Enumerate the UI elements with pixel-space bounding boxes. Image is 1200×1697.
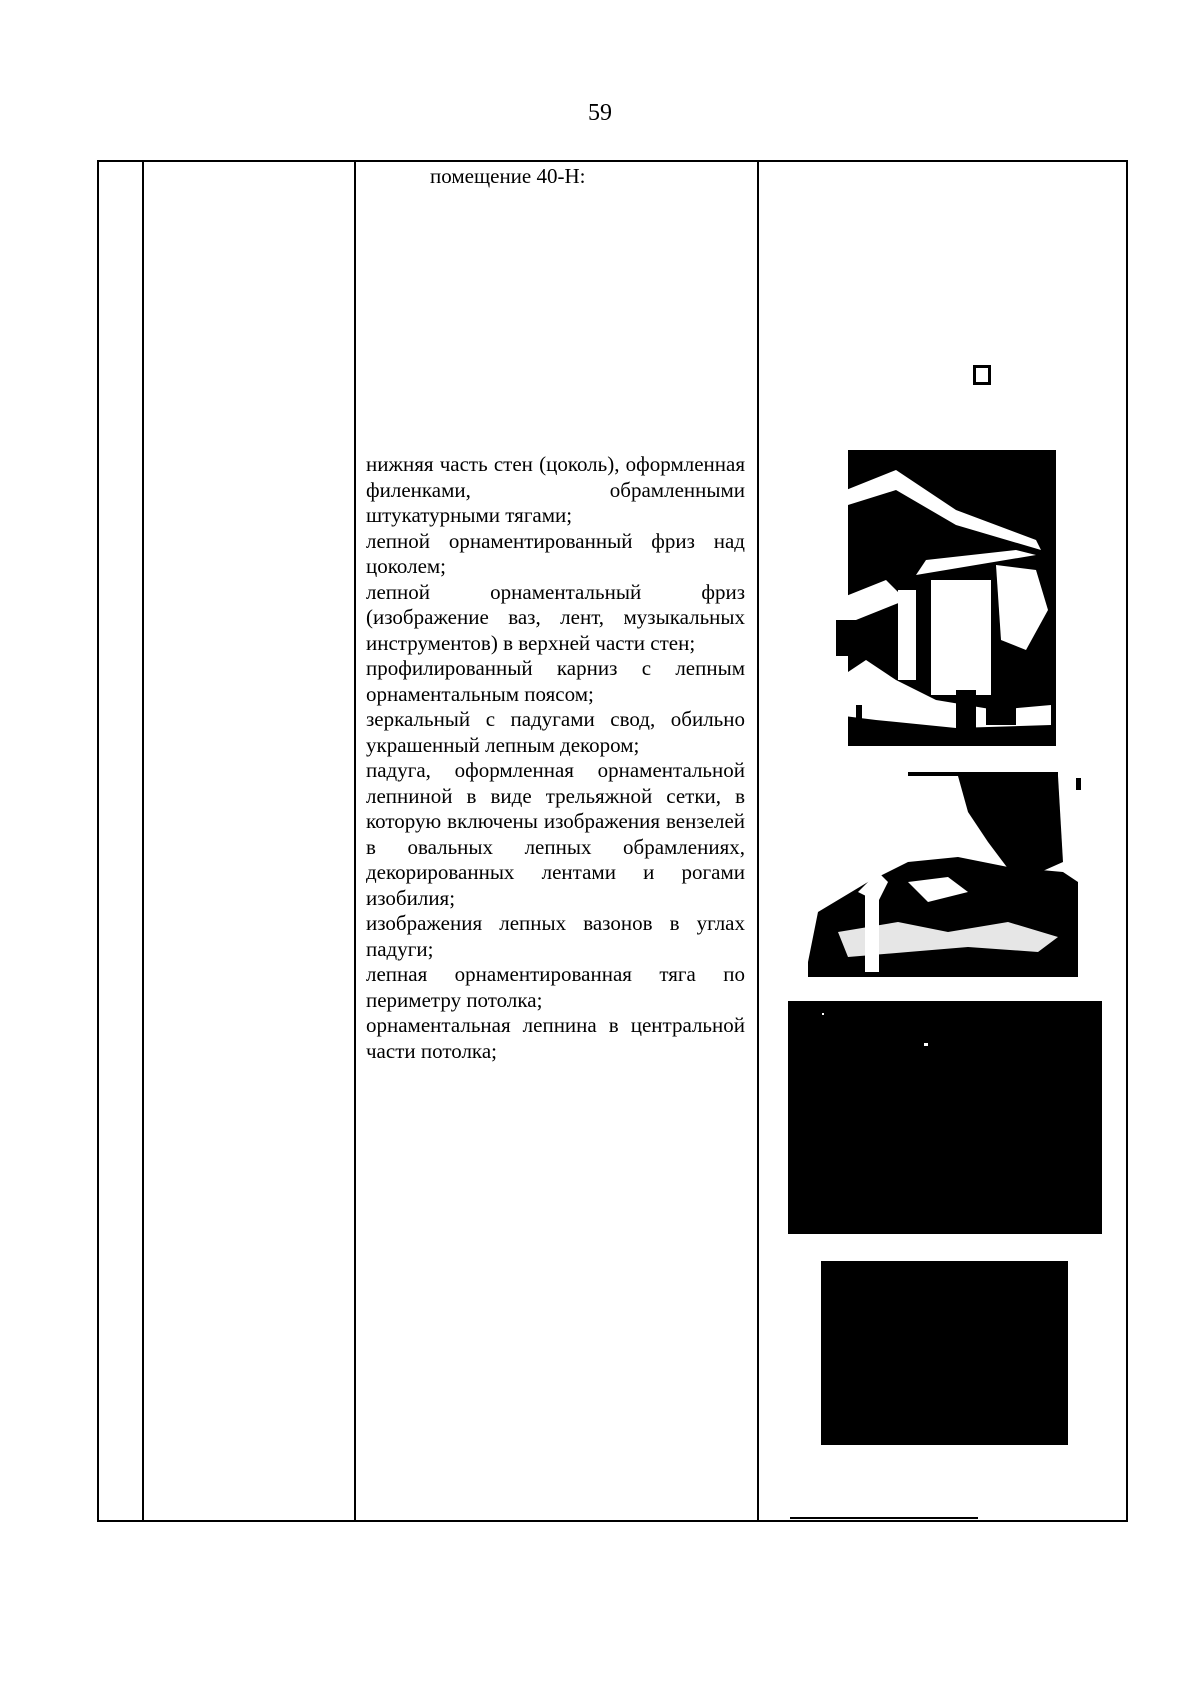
list-item: зеркальный с падугами свод, обильно украшенный лепным декором; <box>366 707 745 757</box>
list-item: падуга, оформленная орнаментальной лепниной в виде трельяжной сетки, в которую включены изображения вензелей в овальных лепных обрамлениях, декорированных лентами и рогами изобилия; <box>366 758 745 910</box>
column-divider <box>757 160 759 1522</box>
interior-photo-2 <box>808 772 1084 977</box>
interior-photo-2-image <box>808 772 1084 977</box>
checkbox-marker-icon <box>973 365 991 385</box>
ceiling-photo-2-image <box>821 1261 1068 1445</box>
list-item: лепной орнаментированный фриз над цоколем; <box>366 528 745 578</box>
list-item: лепной орнаментальный фриз (изображение ваз, лент, музыкальных инструментов) в верхней части стен; <box>366 579 745 655</box>
list-item: орнаментальная лепнина в центральной части потолка; <box>366 1013 745 1063</box>
list-item: лепная орнаментированная тяга по периметру потолка; <box>366 962 745 1012</box>
ceiling-photo-2 <box>821 1261 1068 1445</box>
room-heading: помещение 40-Н: <box>430 164 586 188</box>
decor-elements-list <box>366 452 745 1064</box>
interior-photo-1-image <box>836 450 1056 746</box>
column-divider <box>142 160 144 1522</box>
list-item: профилированный карниз с лепным орнаментальным поясом; <box>366 656 745 706</box>
column-divider <box>354 160 356 1522</box>
interior-photo-1 <box>836 450 1056 746</box>
ceiling-photo-1 <box>788 1001 1102 1234</box>
ceiling-photo-1-image <box>788 1001 1102 1234</box>
list-item: нижняя часть стен (цоколь), оформленная филенками, обрамленными штукатурными тягами; <box>366 452 745 527</box>
bottom-rule <box>790 1517 978 1519</box>
page-number: 59 <box>588 100 612 126</box>
list-item: изображения лепных вазонов в углах падуги; <box>366 911 745 961</box>
